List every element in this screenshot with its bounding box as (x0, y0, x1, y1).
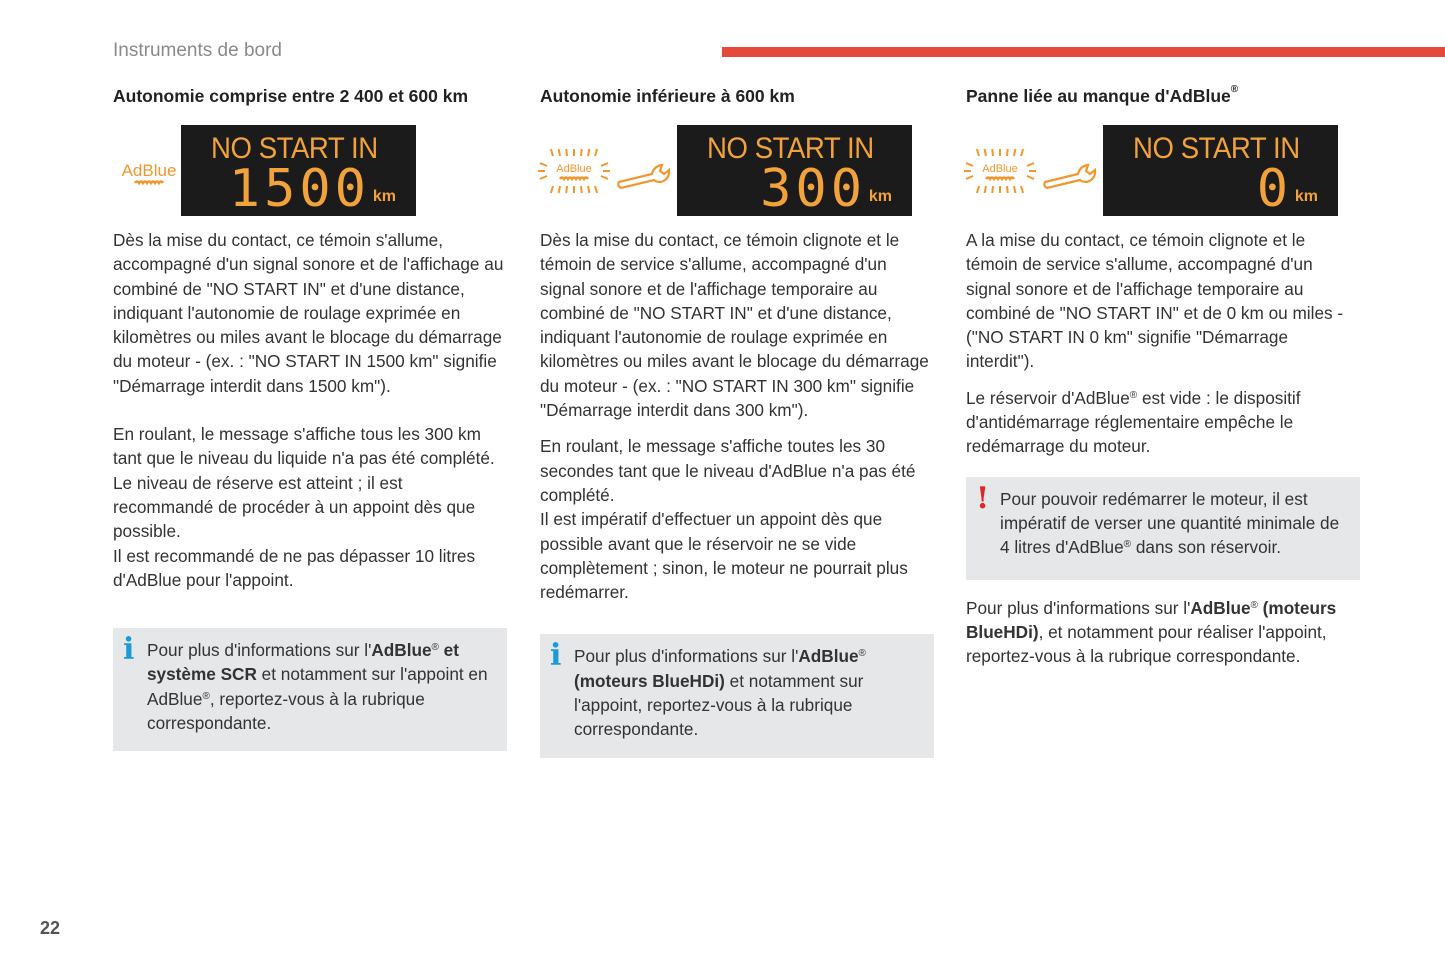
warning-icon: ! (976, 480, 990, 516)
instrument-display (1103, 125, 1338, 219)
service-wrench-icon (616, 162, 672, 197)
text-run: (moteurs BlueHDi) (966, 597, 1337, 642)
text-run: (moteurs BlueHDi) (574, 670, 725, 691)
info-icon: i (550, 638, 562, 674)
warning-display-figure (540, 124, 934, 219)
text-run: AdBlue (1190, 597, 1251, 618)
heading-text: Autonomie comprise entre 2 400 et 600 km (113, 86, 468, 106)
body-paragraph (113, 544, 507, 593)
display-unit: km (1294, 188, 1318, 205)
text-run: Le réservoir d'AdBlue (966, 387, 1130, 408)
display-distance: 300 (760, 159, 866, 219)
display-distance: 1500 (228, 159, 370, 219)
column-3 (966, 86, 1360, 680)
text-run: Pour plus d'informations sur l' (147, 640, 372, 661)
warning-display-figure (966, 124, 1360, 219)
text-run: et notamment sur l'appoint en AdBlue (147, 664, 488, 709)
svg-text:AdBlue: AdBlue (982, 163, 1018, 175)
info-note (113, 628, 507, 751)
body-paragraph (113, 228, 507, 398)
text-run: En roulant, le message s'affiche toutes les 30 secondes tant que le niveau d'AdBlue n'a pas été complété. (540, 436, 916, 505)
body-paragraph (966, 228, 1360, 374)
display-unit: km (372, 188, 396, 205)
heading-text: Autonomie inférieure à 600 km (540, 86, 795, 106)
registered-mark: ® (1129, 389, 1138, 401)
body-paragraph (966, 386, 1360, 459)
section-title: Instruments de bord (113, 40, 282, 61)
adblue-flashing-icon (960, 146, 1040, 201)
text-run: et système SCR (147, 640, 459, 685)
registered-mark: ® (431, 642, 439, 654)
text-run: dans son réservoir. (1131, 537, 1282, 558)
registered-mark: ® (858, 648, 866, 660)
registered-mark: ® (202, 690, 210, 702)
svg-text:AdBlue: AdBlue (556, 163, 592, 175)
column-1 (113, 86, 507, 751)
text-run: En roulant, le message s'affiche tous les 300 km tant que le niveau du liquide n'a pas été complété. (113, 424, 495, 469)
service-wrench-icon (1042, 162, 1098, 197)
body-paragraph (966, 596, 1360, 669)
accent-bar (722, 47, 1445, 57)
display-message: NO START IN (707, 132, 874, 165)
text-run: AdBlue (371, 640, 432, 661)
text-run: A la mise du contact, ce témoin clignote et le témoin de service s'allume, accompagné d'un signal sonore et de l'affichage temporaire au combiné de "NO START IN" et de 0 km ou miles - ("NO START IN 0 km" signifie "Démarrage interdit"). (966, 230, 1344, 372)
display-unit: km (868, 188, 892, 205)
column-heading (113, 86, 507, 124)
text-run: Pour plus d'informations sur l' (574, 646, 799, 667)
text-run: et notamment sur l'appoint, reportez-vous à la rubrique correspondante. (574, 670, 864, 740)
info-note (540, 634, 934, 757)
registered-mark: ® (1250, 599, 1258, 611)
column-2 (540, 86, 934, 758)
display-message: NO START IN (1133, 132, 1300, 165)
text-run: Il est impératif d'effectuer un appoint dès que possible avant que le réservoir ne se vide complètement ; sinon, le moteur ne pourrait plus redémarrer. (540, 509, 908, 603)
adblue-icon (109, 150, 189, 205)
text-run: Pour plus d'informations sur l' (966, 597, 1191, 618)
svg-text:AdBlue: AdBlue (121, 161, 177, 180)
text-run: , et notamment pour réaliser l'appoint, reportez-vous à la rubrique correspondante. (966, 621, 1327, 667)
text-run: Le niveau de réserve est atteint ; il est recommandé de procéder à un appoint dès que possible. (113, 472, 476, 542)
warning-display-figure (113, 124, 507, 219)
info-icon: i (123, 632, 135, 668)
warning-note (966, 477, 1360, 580)
registered-mark: ® (1230, 84, 1239, 95)
body-paragraph (113, 422, 507, 471)
column-heading (966, 86, 1360, 124)
column-heading (540, 86, 934, 124)
text-run: Il est recommandé de ne pas dépasser 10 litres d'AdBlue pour l'appoint. (113, 545, 476, 590)
text-run: est vide : le dispositif d'antidémarrage réglementaire empêche le redémarrage du moteur. (966, 387, 1301, 457)
page-number: 22 (40, 918, 61, 938)
text-run: , reportez-vous à la rubrique correspondante. (147, 688, 425, 734)
text-run: AdBlue (798, 646, 859, 667)
text-run: Pour pouvoir redémarrer le moteur, il est impératif de verser une quantité minimale de 4 litres d'AdBlue (1000, 488, 1340, 558)
text-run: Dès la mise du contact, ce témoin clignote et le témoin de service s'allume, accompagné d'un signal sonore et de l'affichage temporaire au combiné de "NO START IN" et d'une distance, indiquant l'autonomie de roulage exprimée en kilomètres ou miles avant le blocage du démarrage du moteur - (ex. : "NO START IN 300 km" signifie "Démarrage interdit dans 300 km"). (540, 230, 929, 421)
instrument-display (181, 125, 416, 219)
heading-text: Panne liée au manque d'AdBlue (966, 86, 1231, 106)
text-run: Dès la mise du contact, ce témoin s'allume, accompagné d'un signal sonore et de l'affichage au combiné de "NO START IN" et d'une distance, indiquant l'autonomie de roulage exprimée en kilomètres ou miles avant le blocage du démarrage du moteur - (ex. : "NO START IN 1500 km" signifie "Démarrage interdit dans 1500 km"). (113, 230, 504, 396)
body-paragraph (540, 228, 934, 422)
adblue-flashing-icon (534, 146, 614, 201)
body-paragraph (113, 471, 507, 544)
display-distance: 0 (1256, 159, 1292, 219)
body-paragraph (540, 434, 934, 507)
body-paragraph (540, 507, 934, 604)
registered-mark: ® (1123, 539, 1132, 551)
display-message: NO START IN (211, 132, 378, 165)
instrument-display (677, 125, 912, 219)
